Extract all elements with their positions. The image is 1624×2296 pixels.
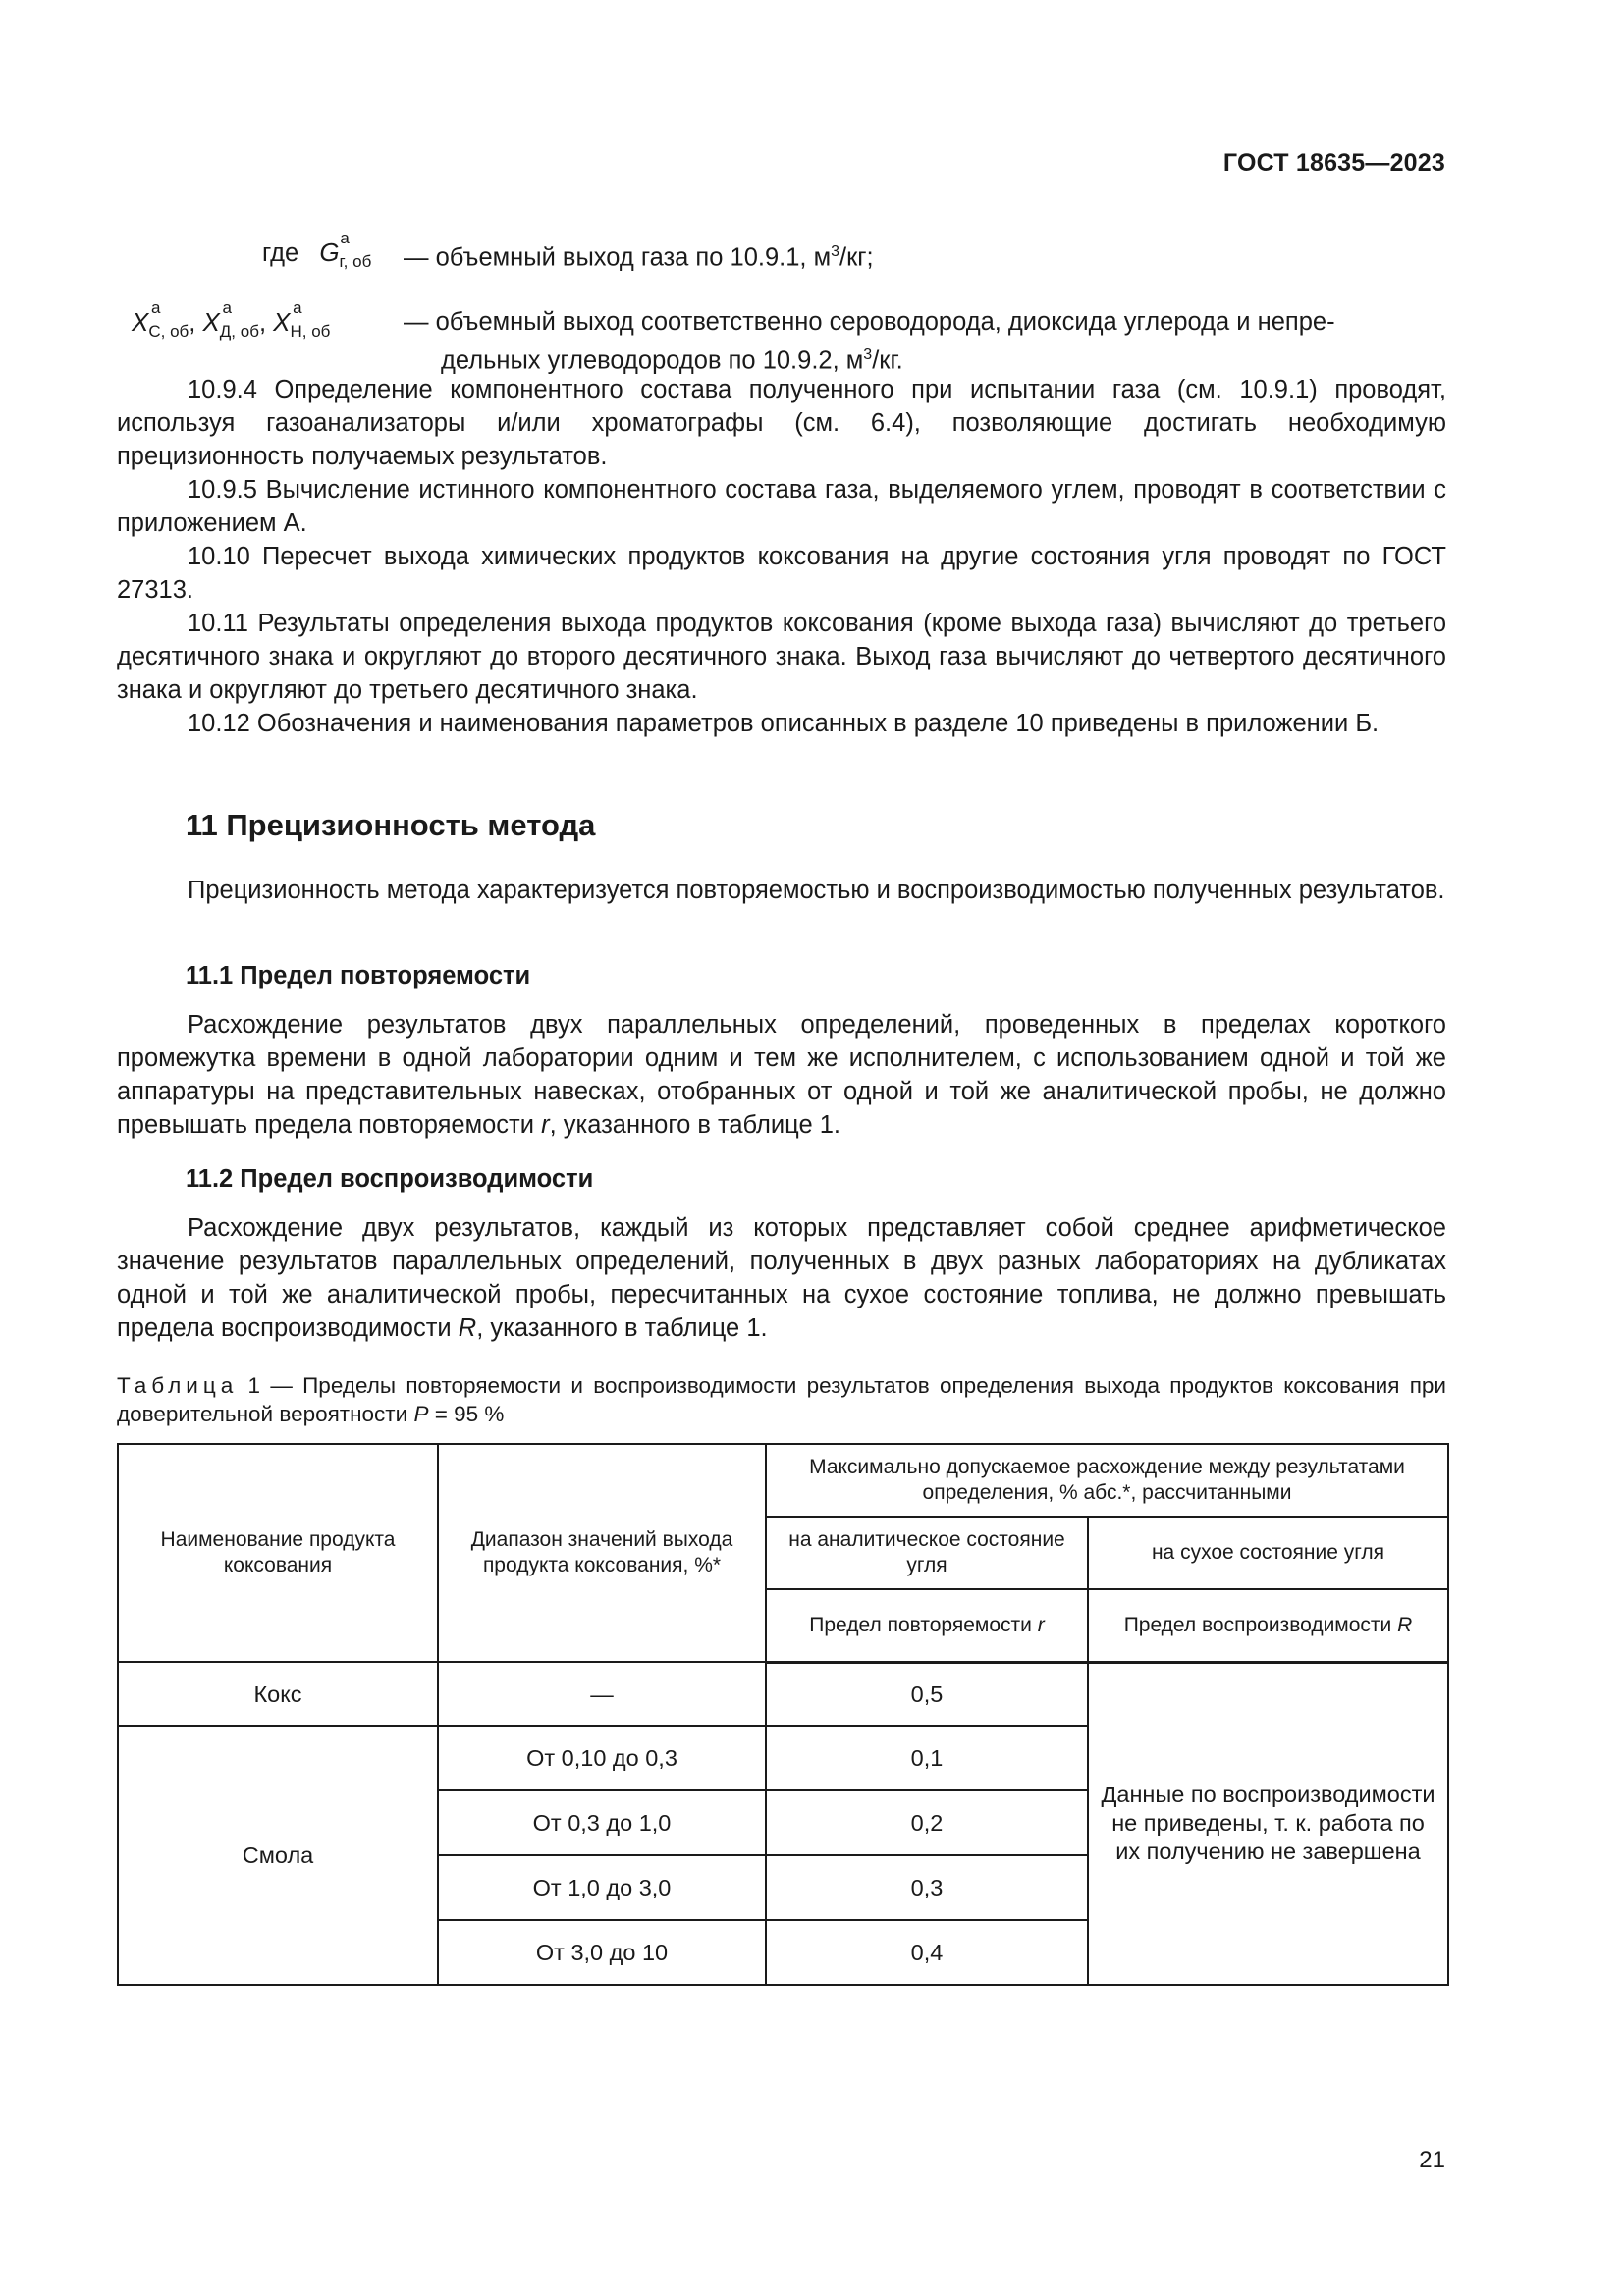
cell-range: От 0,3 до 1,0 xyxy=(438,1790,766,1855)
x-desc-end: /кг. xyxy=(872,347,903,375)
cell-product: Кокс xyxy=(118,1662,438,1726)
header-analytic: на аналитическое состояние угля xyxy=(766,1517,1088,1589)
paragraph-10-9-4: 10.9.4 Определение компонентного состава полученного при испытании газа (см. 10.9.1) проводят, используя газоанализаторы и/или хроматографы (см. 6.4), позволяющие достигать необходимую прецизионность получаемых результатов. xyxy=(117,376,1446,470)
cell-r: 0,2 xyxy=(766,1790,1088,1855)
g-symbol: G a г, об xyxy=(319,236,371,279)
symbol-r: r xyxy=(541,1111,550,1139)
x-symbol-n: X a Н, об xyxy=(273,305,330,348)
x-d-sup: a xyxy=(222,298,232,317)
header-max-diff: Максимально допускаемое расхождение между результатами определения, % абс.*, рассчитанными xyxy=(766,1444,1448,1517)
subsection-11-2-title: 11.2 Предел воспроизводимости xyxy=(186,1165,594,1193)
paragraph-10-9-5: 10.9.5 Вычисление истинного компонентного состава газа, выделяемого углем, проводят в соответствии с приложением А. xyxy=(117,476,1446,537)
paragraph-10-12: 10.12 Обозначения и наименования параметров описанных в разделе 10 приведены в приложении Б. xyxy=(188,710,1380,737)
table-label: Таблица xyxy=(117,1373,239,1398)
cell-r: 0,4 xyxy=(766,1920,1088,1985)
g-desc-end: /кг; xyxy=(839,243,874,272)
x-desc-sup: 3 xyxy=(863,347,873,363)
table-1 xyxy=(117,1443,1449,1986)
header-reprod-limit: Предел воспроизводимости R xyxy=(1088,1589,1448,1662)
header-product: Наименование продукта коксования xyxy=(118,1444,438,1662)
g-desc-sup: 3 xyxy=(831,243,840,260)
symbol-R: R xyxy=(458,1314,477,1342)
subsection-11-1-text: Расхождение результатов двух параллельных определений, проведенных в пределах короткого промежутка времени в одной лаборатории одним и тем же исполнителем, с использованием одной и той же аппаратуры на представительных навесках, отобранных от одной и той же аналитической пробы, не должно превышать предела повторяемости r, указанного в таблице 1. xyxy=(117,1011,1446,1139)
table-number: 1 xyxy=(247,1373,261,1398)
section-11-intro: Прецизионность метода характеризуется повторяемостью и воспроизводимостью полученных результатов. xyxy=(188,877,1445,904)
subsection-11-1-title: 11.1 Предел повторяемости xyxy=(186,962,531,989)
x-desc-line2: дельных углеводородов по 10.9.2, $м^3/кг$. xyxy=(441,347,903,375)
x-n-sub: Н, об xyxy=(290,322,331,341)
cell-r: 0,5 xyxy=(766,1662,1088,1726)
x-n-sup: a xyxy=(293,298,302,317)
subsection-11-2-text: Расхождение двух результатов, каждый из которых представляет собой среднее арифметическое значение результатов параллельных определений, полученных в двух разных лабораториях на дубликатах одной и той же аналитической пробы, пересчитанных на сухое состояние топлива, не должно превышать предела воспроизводимости R, указанного в таблице 1. xyxy=(117,1214,1446,1342)
cell-r: 0,1 xyxy=(766,1726,1088,1790)
where-prefix: где xyxy=(262,240,299,267)
x-sep-1: , xyxy=(189,309,196,337)
g-subscript: г, об xyxy=(339,252,372,271)
paragraph-10-10: 10.10 Пересчет выхода химических продуктов коксования на другие состояния угля проводят по ГОСТ 27313. xyxy=(117,543,1446,604)
x-d-sub: Д, об xyxy=(219,322,259,341)
document-header-id: ГОСТ 18635—2023 xyxy=(1222,149,1445,177)
x-c-sub: С, об xyxy=(148,322,189,341)
paragraph-10-11: 10.11 Результаты определения выхода продуктов коксования (кроме выхода газа) вычисляют до третьего десятичного знака и округляют до второго десятичного знака. Выход газа вычисляют до четвертого десятичного знака и округляют до третьего десятичного знака. xyxy=(117,610,1446,704)
where-g-desc xyxy=(404,236,874,275)
cell-range: От 3,0 до 10 xyxy=(438,1920,766,1985)
header-repeat-limit: Предел повторяемости r xyxy=(766,1589,1088,1662)
x-symbol-d: X a Д, об xyxy=(202,305,259,348)
cell-range: — xyxy=(438,1662,766,1726)
where-x-symbols xyxy=(132,298,331,348)
section-11-title: 11 Прецизионность метода xyxy=(186,808,596,842)
table-1-caption: Таблица 1 — Пределы повторяемости и воспроизводимости результатов определения выхода продуктов коксования при доверительной вероятности P = 95 % xyxy=(117,1373,1446,1426)
cell-product: Смола xyxy=(118,1726,438,1985)
x-c-sup: a xyxy=(151,298,161,317)
header-dry: на сухое состояние угля xyxy=(1088,1517,1448,1589)
x-desc-line1: — объемный выход соответственно сероводорода, диоксида углерода и непре- xyxy=(404,308,1335,336)
page-number: 21 xyxy=(1419,2147,1445,2173)
x-sep-2: , xyxy=(258,309,267,337)
header-R-symbol: R xyxy=(1397,1613,1413,1636)
where-x-desc xyxy=(404,305,1446,378)
cell-range: От 1,0 до 3,0 xyxy=(438,1855,766,1920)
header-r-symbol: r xyxy=(1037,1613,1045,1636)
g-desc-text: — объемный выход газа по 10.9.1, м xyxy=(404,243,832,272)
header-range: Диапазон значений выхода продукта коксования, %* xyxy=(438,1444,766,1662)
cell-range: От 0,10 до 0,3 xyxy=(438,1726,766,1790)
where-g-line xyxy=(262,229,372,279)
x-symbol-c: X a С, об xyxy=(132,305,189,348)
cell-reprod-note: Данные по воспроизводимости не приведены, т. к. работа по их получению не завершена xyxy=(1088,1662,1448,1985)
g-superscript: a xyxy=(340,229,350,247)
caption-P-symbol: P xyxy=(413,1402,429,1426)
table-row xyxy=(118,1662,1448,1726)
cell-r: 0,3 xyxy=(766,1855,1088,1920)
